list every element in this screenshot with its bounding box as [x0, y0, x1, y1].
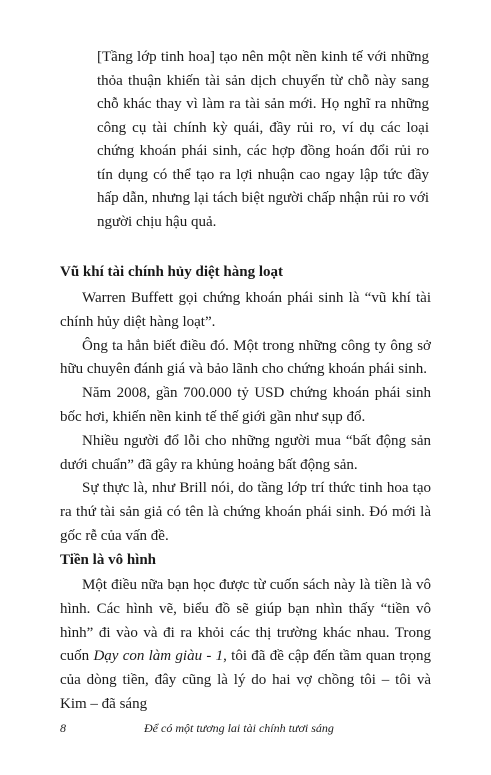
paragraph-text: Một điều nữa bạn học được từ cuốn sách này là tiền là vô hình. Các hình vẽ, biểu đồ sẽ giúp bạn nhìn thấy “tiền vô hình” đi vào và đi ra khỏi các thị trường khác nhau. Trong cuốn — [60, 577, 431, 665]
block-quote — [97, 46, 429, 234]
page-number: 8 — [60, 721, 66, 735]
paragraph — [60, 574, 431, 717]
section-heading-invisible-money: Tiền là vô hình — [60, 552, 157, 568]
paragraph: Nhiều người đổ lỗi cho những người mua “bất động sản dưới chuẩn” đã gây ra khủng hoảng bất động sản. — [60, 432, 431, 473]
running-title: Để có một tương lai tài chính tươi sáng — [144, 721, 334, 735]
section-heading-weapons: Vũ khí tài chính hủy diệt hàng loạt — [60, 264, 283, 280]
book-title: Dạy con làm giàu - 1 — [93, 648, 224, 665]
paragraph: Warren Buffett gọi chứng khoán phái sinh là “vũ khí tài chính hủy diệt hàng loạt”. — [60, 290, 431, 330]
section-weapons-body — [60, 287, 431, 549]
paragraph-text: , tôi đã đề cập đến tầm quan trọng của dòng tiền, đây cũng là lý do hai vợ chồng tôi – tôi và Kim – đã sáng — [60, 648, 431, 712]
paragraph: Sự thực là, như Brill nói, do tầng lớp trí thức tinh hoa tạo ra thứ tài sản giả có tên là chứng khoán phái sinh. Đó mới là gốc rễ của vấn đề. — [60, 480, 431, 544]
section-invisible-money-body — [60, 574, 431, 717]
paragraph: Ông ta hẳn biết điều đó. Một trong những công ty ông sở hữu chuyên đánh giá và bảo lãnh cho chứng khoán phái sinh. — [60, 337, 431, 378]
paragraph: Năm 2008, gần 700.000 tỷ USD chứng khoán phái sinh bốc hơi, khiến nền kinh tế thế giới gần như sụp đổ. — [60, 385, 431, 425]
quote-text: [Tầng lớp tinh hoa] tạo nên một nền kinh tế với những thỏa thuận khiến tài sản dịch chuyển từ chỗ này sang chỗ khác thay vì làm ra tài sản mới. Họ nghĩ ra những công cụ tài chính kỳ quái, đầy rủi ro, ví dụ các loại chứng khoán phái sinh, các hợp đồng hoán đổi rủi ro tín dụng có thể tạo ra lợi nhuận cao ngay lập tức đầy hấp dẫn, nhưng lại tách biệt người chấp nhận rủi ro với người chịu hậu quả. — [97, 49, 429, 230]
